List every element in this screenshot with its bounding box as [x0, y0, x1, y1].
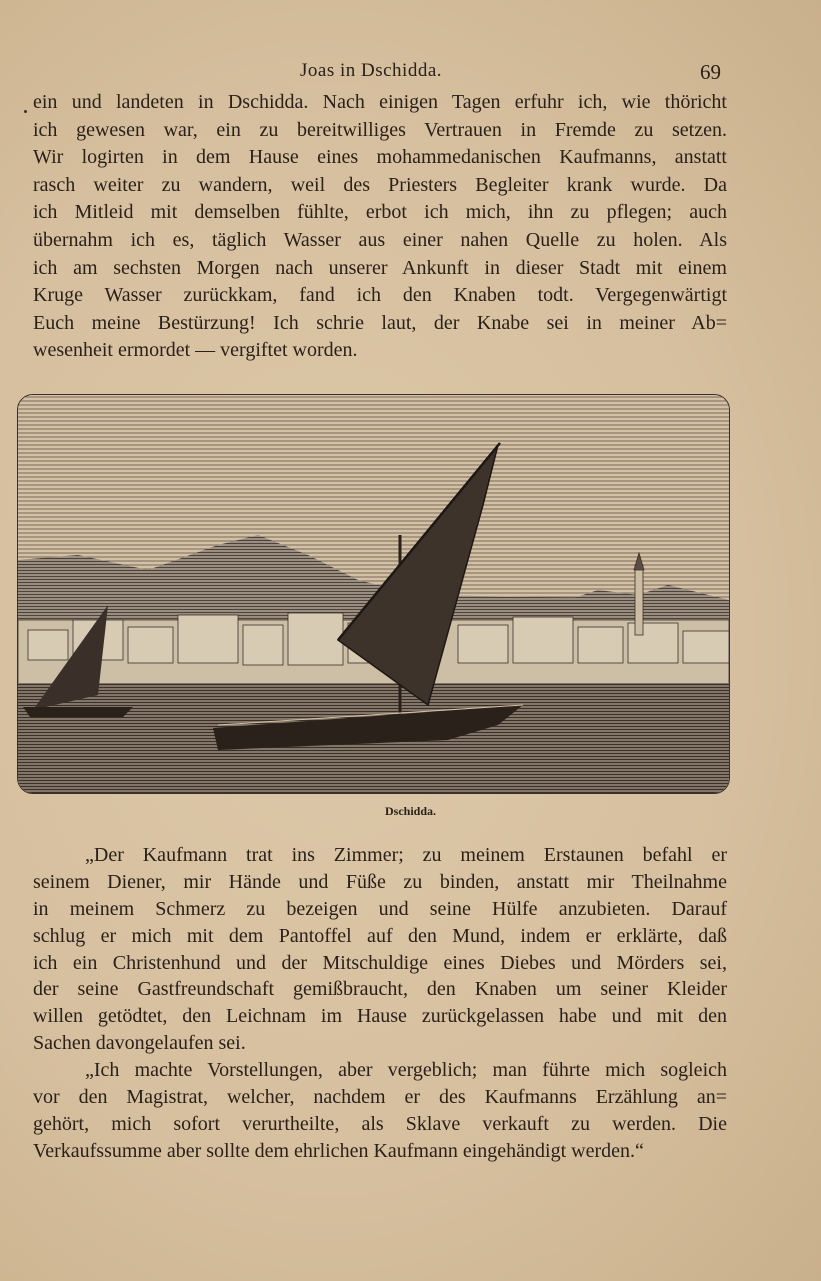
text-line: „Ich machte Vorstellungen, aber vergeblich; man führte mich sogleich — [85, 1059, 727, 1082]
paragraph-2-3 — [33, 842, 727, 1165]
text-line: Sachen davongelaufen sei. — [33, 1032, 246, 1055]
engraving-illustration — [18, 395, 729, 793]
text-line: seinem Diener, mir Hände und Füße zu binden, anstatt mir Theilnahme — [33, 870, 727, 893]
text-line: in meinem Schmerz zu bezeigen und seine Hülfe anzubieten. Darauf — [33, 897, 727, 920]
text-line: ich am sechsten Morgen nach unserer Ankunft in dieser Stadt mit einem — [33, 256, 727, 279]
text-line: ich ein Christenhund und der Mitschuldige eines Diebes und Mörders sei, — [33, 951, 727, 974]
text-line: „Der Kaufmann trat ins Zimmer; zu meinem Erstaunen befahl er — [85, 844, 727, 866]
text-line: gehört, mich sofort verurtheilte, als Sklave verkauft zu werden. Die — [33, 1112, 727, 1135]
text-line: Euch meine Bestürzung! Ich schrie laut, der Knabe sei in meiner Ab= — [33, 311, 727, 334]
text-line: Kruge Wasser zurückkam, fand ich den Knaben todt. Vergegenwärtigt — [33, 284, 727, 307]
text-line: willen getödtet, den Leichnam im Hause zurückgelassen habe und mit den — [33, 1005, 727, 1028]
text-line: ein und landeten in Dschidda. Nach einigen Tagen erfuhr ich, wie thöricht — [33, 91, 727, 113]
text-line: schlug er mich mit dem Pantoffel auf den Mund, indem er erklärte, daß — [33, 924, 727, 947]
engraving-dschidda-harbor — [17, 394, 730, 794]
paragraph-1 — [33, 89, 727, 365]
text-line: Verkaufssumme aber sollte dem ehrlichen Kaufmann eingehändigt werden.“ — [33, 1139, 644, 1162]
text-line: ich Mitleid mit demselben fühlte, erbot ich mich, ihn zu pflegen; auch — [33, 201, 727, 224]
text-line: wesenheit ermordet — vergiftet worden. — [33, 339, 358, 362]
page-number: 69 — [700, 60, 721, 84]
illustration-caption: Dschidda. — [384, 804, 437, 818]
running-title: Joas in Dschidda. — [300, 60, 443, 81]
text-line: übernahm ich es, täglich Wasser aus einer nahen Quelle zu holen. Als — [33, 228, 727, 251]
text-line: rasch weiter zu wandern, weil des Priesters Begleiter krank wurde. Da — [33, 173, 727, 196]
text-line: vor den Magistrat, welcher, nachdem er des Kaufmanns Erzählung an= — [33, 1086, 727, 1109]
text-line: Wir logirten in dem Hause eines mohammedanischen Kaufmanns, anstatt — [33, 146, 727, 169]
page-header — [0, 60, 821, 88]
ink-speck — [24, 110, 27, 113]
text-line: der seine Gastfreundschaft gemißbraucht, den Knaben um seiner Kleider — [33, 978, 727, 1001]
text-line: ich gewesen war, ein zu bereitwilliges Vertrauen in Fremde zu setzen. — [33, 118, 727, 141]
